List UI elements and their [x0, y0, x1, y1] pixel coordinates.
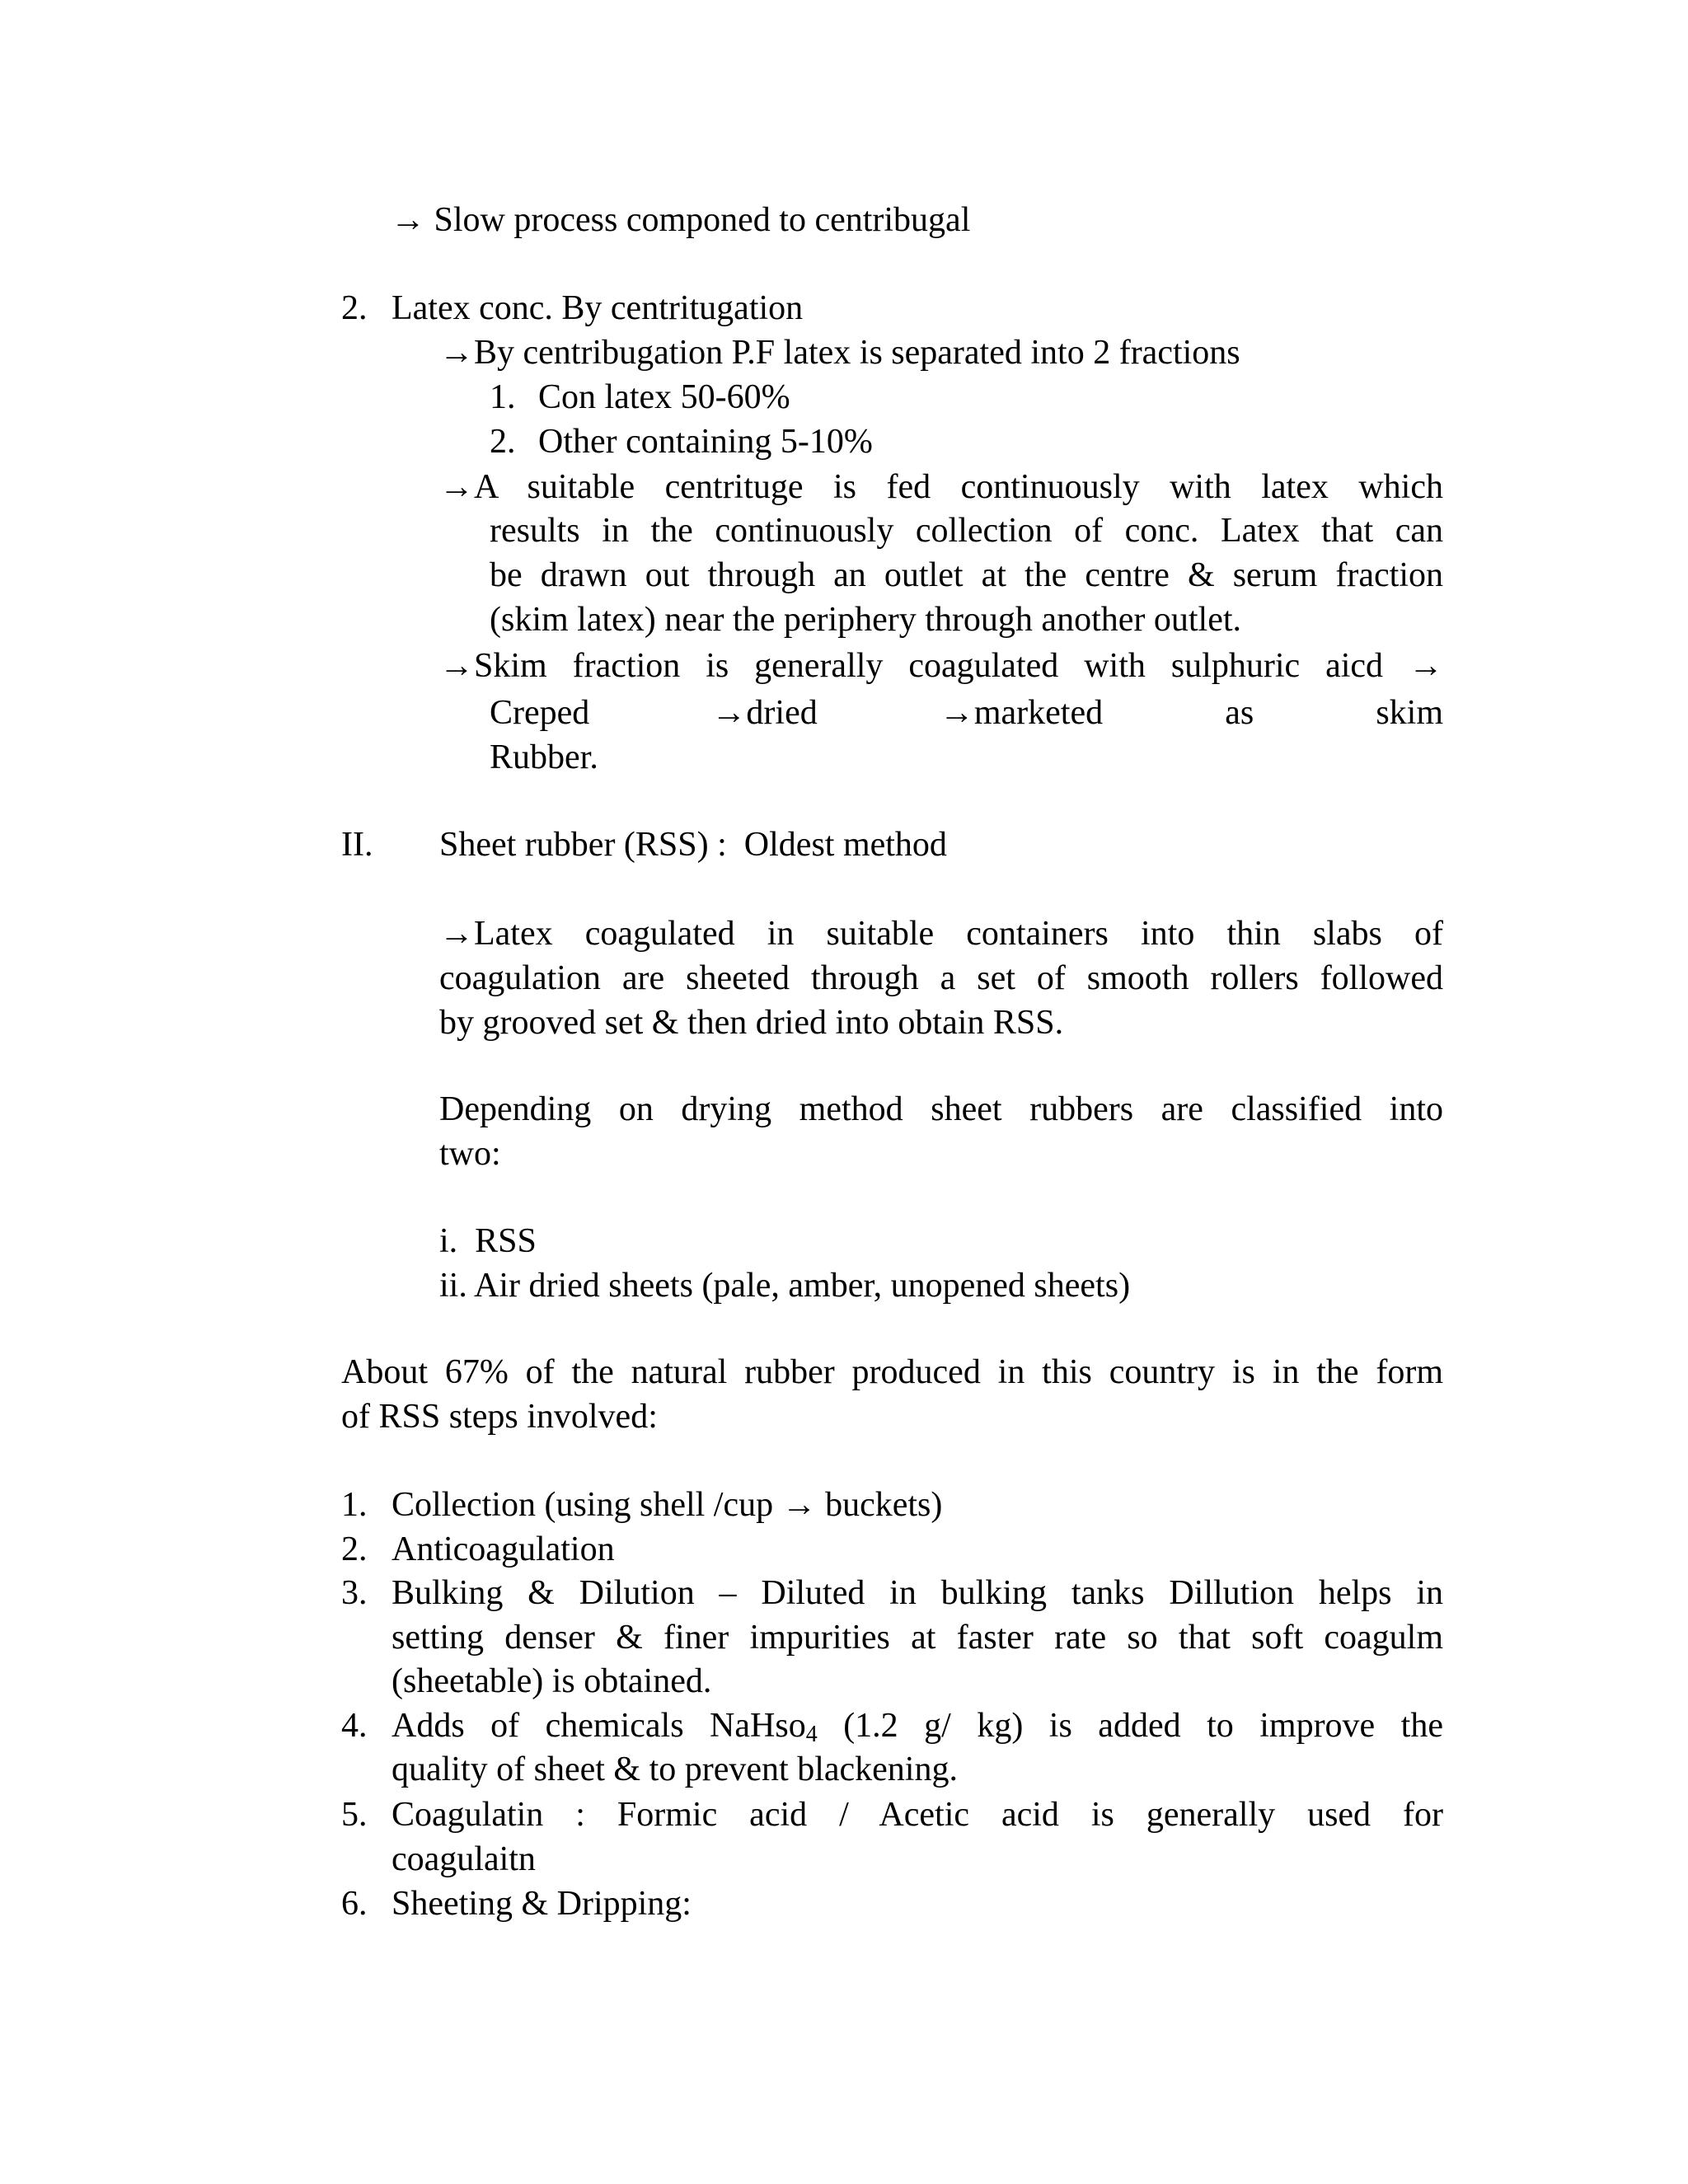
step-text: Sheeting & Dripping: [392, 1885, 692, 1923]
step-text-part: Adds of chemicals NaHso [392, 1707, 806, 1745]
fraction-number: 1. [490, 378, 516, 416]
fraction-number: 2. [490, 423, 516, 461]
step-text: quality of sheet & to prevent blackening. [392, 1750, 958, 1788]
sheet-type-item: i. RSS [439, 1222, 537, 1260]
section-ii-para2-line: two: [439, 1135, 501, 1173]
step-text: coagulaitn [392, 1840, 536, 1878]
about-line: of RSS steps involved: [341, 1398, 658, 1436]
step-number: 4. [341, 1707, 368, 1745]
sheet-type-item: ii. Air dried sheets (pale, amber, unopened sheets) [439, 1267, 1131, 1305]
section-2-heading: Latex conc. By centritugation [392, 289, 804, 327]
step-text: Collection (using shell /cup → buckets) [392, 1486, 943, 1524]
section-ii-number: II. [341, 826, 373, 864]
step-text: Coagulatin : Formic acid / Acetic acid is generally used for [392, 1796, 1443, 1834]
subscript: 4 [805, 1722, 818, 1747]
section-ii-para2-line: Depending on drying method sheet rubbers are classified into [439, 1090, 1443, 1128]
para-a-line: (skim latex) near the periphery through another outlet. [490, 601, 1242, 639]
section-ii-para1-line: →Latex coagulated in suitable containers into thin slabs of [439, 915, 1443, 953]
para-b-line: →Skim fraction is generally coagulated with sulphuric aicd → [439, 647, 1443, 685]
step-text [392, 1704, 1443, 1748]
step-number: 2. [341, 1530, 368, 1568]
step-number: 1. [341, 1486, 368, 1524]
step-text: (sheetable) is obtained. [392, 1662, 712, 1700]
section-2-line1: →By centribugation P.F latex is separated into 2 fractions [439, 334, 1240, 372]
section-ii-para1-line: by grooved set & then dried into obtain RSS. [439, 1004, 1064, 1042]
step-text: Anticoagulation [392, 1530, 615, 1568]
about-line: About 67% of the natural rubber produced in this country is in the form [341, 1353, 1443, 1391]
section-ii-para1-line: coagulation are sheeted through a set of smooth rollers followed [439, 959, 1443, 997]
fraction-text: Other containing 5-10% [538, 423, 873, 461]
step-text: Bulking & Dilution – Diluted in bulking tanks Dillution helps in [392, 1574, 1443, 1612]
para-a-line: →A suitable centrituge is fed continuously with latex which [439, 468, 1443, 506]
para-a-line: be drawn out through an outlet at the centre & serum fraction [490, 556, 1443, 594]
step-text: setting denser & finer impurities at faster rate so that soft coagulm [392, 1619, 1443, 1657]
step-number: 5. [341, 1796, 368, 1834]
step-number: 6. [341, 1885, 368, 1923]
section-2-number: 2. [341, 289, 368, 327]
para-a-line: results in the continuously collection of conc. Latex that can [490, 512, 1443, 550]
para-b-line: Rubber. [490, 738, 598, 776]
fraction-text: Con latex 50-60% [538, 378, 790, 416]
para-b-line: Creped →dried →marketed as skim [490, 694, 1443, 732]
step-number: 3. [341, 1574, 368, 1612]
intro-line: → Slow process componed to centribugal [391, 201, 971, 239]
section-ii-heading: Sheet rubber (RSS) : Oldest method [439, 826, 947, 864]
step-text-part: (1.2 g/ kg) is added to improve the [817, 1707, 1443, 1745]
